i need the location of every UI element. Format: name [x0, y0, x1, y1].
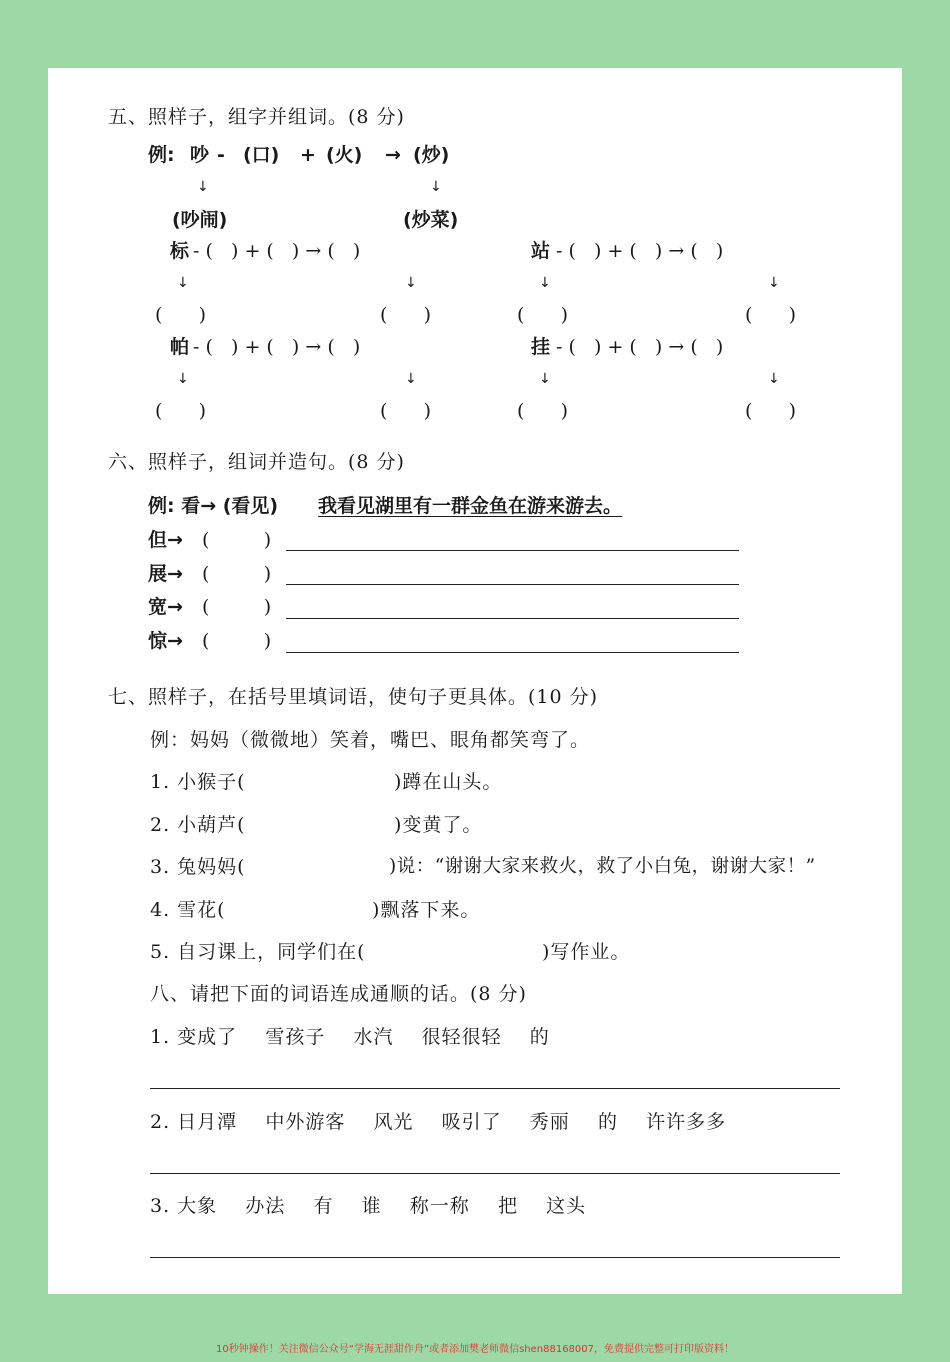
- example-part1: (口): [243, 144, 280, 166]
- word-blank[interactable]: ( ): [202, 563, 272, 585]
- item-formula: - ( ) + ( ) → ( ): [556, 240, 724, 262]
- fill-item-pre: 5. 自习课上，同学们在(: [150, 941, 366, 963]
- item-char: 惊→: [148, 630, 183, 652]
- section7-example: 例：妈妈（微微地）笑着，嘴巴、眼角都笑弯了。: [150, 729, 591, 751]
- item-char: 宽→: [148, 596, 183, 618]
- sentence-line[interactable]: [286, 652, 739, 653]
- example-plus: +: [300, 144, 316, 166]
- example-result: (炒): [413, 144, 450, 166]
- word-list: 3. 大象 办法 有 谁 称一称 把 这头: [150, 1195, 587, 1217]
- down-arrow-icon: ↓: [405, 371, 417, 387]
- fill-item-post: )飘落下来。: [372, 899, 481, 921]
- word-blank[interactable]: ( ): [517, 304, 569, 326]
- word-list: 2. 日月潭 中外游客 风光 吸引了 秀丽 的 许许多多: [150, 1111, 727, 1133]
- down-arrow-icon: ↓: [177, 371, 189, 387]
- word-blank[interactable]: ( ): [155, 400, 207, 422]
- sentence-line[interactable]: [286, 618, 739, 619]
- item-formula: - ( ) + ( ) → ( ): [193, 240, 361, 262]
- word-list: 1. 变成了 雪孩子 水汽 很轻很轻 的: [150, 1026, 550, 1048]
- item-char: 站: [531, 240, 551, 262]
- example-part2: (火): [326, 144, 363, 166]
- word-blank[interactable]: ( ): [202, 596, 272, 618]
- item-formula: - ( ) + ( ) → ( ): [556, 336, 724, 358]
- item-char: 但→: [148, 529, 183, 551]
- section5-title: 五、照样子，组字并组词。(8 分): [108, 106, 405, 128]
- item-char: 帕: [170, 336, 190, 358]
- word-blank[interactable]: ( ): [745, 400, 797, 422]
- section8-title: 八、请把下面的词语连成通顺的话。(8 分): [150, 983, 527, 1005]
- sentence-line[interactable]: [286, 550, 739, 551]
- word-blank[interactable]: ( ): [380, 400, 432, 422]
- sentence-line[interactable]: [286, 584, 739, 585]
- answer-line[interactable]: [150, 1257, 840, 1258]
- word-blank[interactable]: ( ): [517, 400, 569, 422]
- item-formula: - ( ) + ( ) → ( ): [193, 336, 361, 358]
- item-char: 标: [170, 240, 190, 262]
- down-arrow-icon: ↓: [177, 275, 189, 291]
- word-blank[interactable]: ( ): [202, 630, 272, 652]
- down-arrow-icon: ↓: [405, 275, 417, 291]
- down-arrow-icon: ↓: [197, 179, 209, 195]
- word-blank[interactable]: ( ): [155, 304, 207, 326]
- example-arrow: →: [385, 144, 401, 166]
- item-char: 挂: [531, 336, 551, 358]
- fill-item-pre: 1. 小猴子(: [150, 771, 246, 793]
- word-blank[interactable]: ( ): [745, 304, 797, 326]
- down-arrow-icon: ↓: [768, 371, 780, 387]
- example-label: 例:: [148, 144, 175, 166]
- example-sentence: 我看见湖里有一群金鱼在游来游去。: [318, 495, 623, 517]
- answer-line[interactable]: [150, 1088, 840, 1089]
- word-blank[interactable]: ( ): [380, 304, 432, 326]
- down-arrow-icon: ↓: [539, 371, 551, 387]
- example-word-right: (炒菜): [403, 209, 459, 231]
- word-blank[interactable]: ( ): [202, 529, 272, 551]
- example-prefix: 例: 看→ (看见): [148, 495, 279, 517]
- down-arrow-icon: ↓: [430, 179, 442, 195]
- fill-item-post: )变黄了。: [394, 814, 483, 836]
- item-char: 展→: [148, 563, 183, 585]
- section7-title: 七、照样子，在括号里填词语，使句子更具体。(10 分): [108, 686, 599, 708]
- fill-item-post: )写作业。: [542, 941, 631, 963]
- down-arrow-icon: ↓: [768, 275, 780, 291]
- example-char: 吵: [190, 144, 210, 166]
- section6-title: 六、照样子，组词并造句。(8 分): [108, 451, 405, 473]
- fill-item-pre: 3. 兔妈妈(: [150, 856, 246, 878]
- fill-item-post: )说：“谢谢大家来救火，救了小白兔，谢谢大家！”: [389, 856, 816, 877]
- down-arrow-icon: ↓: [539, 275, 551, 291]
- answer-line[interactable]: [150, 1173, 840, 1174]
- footer-note: 10秒钟操作！关注微信公众号“学海无涯甜作舟”或者添加樊老师微信shen88168007，免费提供完整可打印版资料！: [215, 1344, 735, 1355]
- fill-item-post: )蹲在山头。: [394, 771, 503, 793]
- example-word-left: (吵闹): [172, 209, 228, 231]
- example-dash: -: [217, 144, 225, 166]
- fill-item-pre: 2. 小葫芦(: [150, 814, 246, 836]
- fill-item-pre: 4. 雪花(: [150, 899, 226, 921]
